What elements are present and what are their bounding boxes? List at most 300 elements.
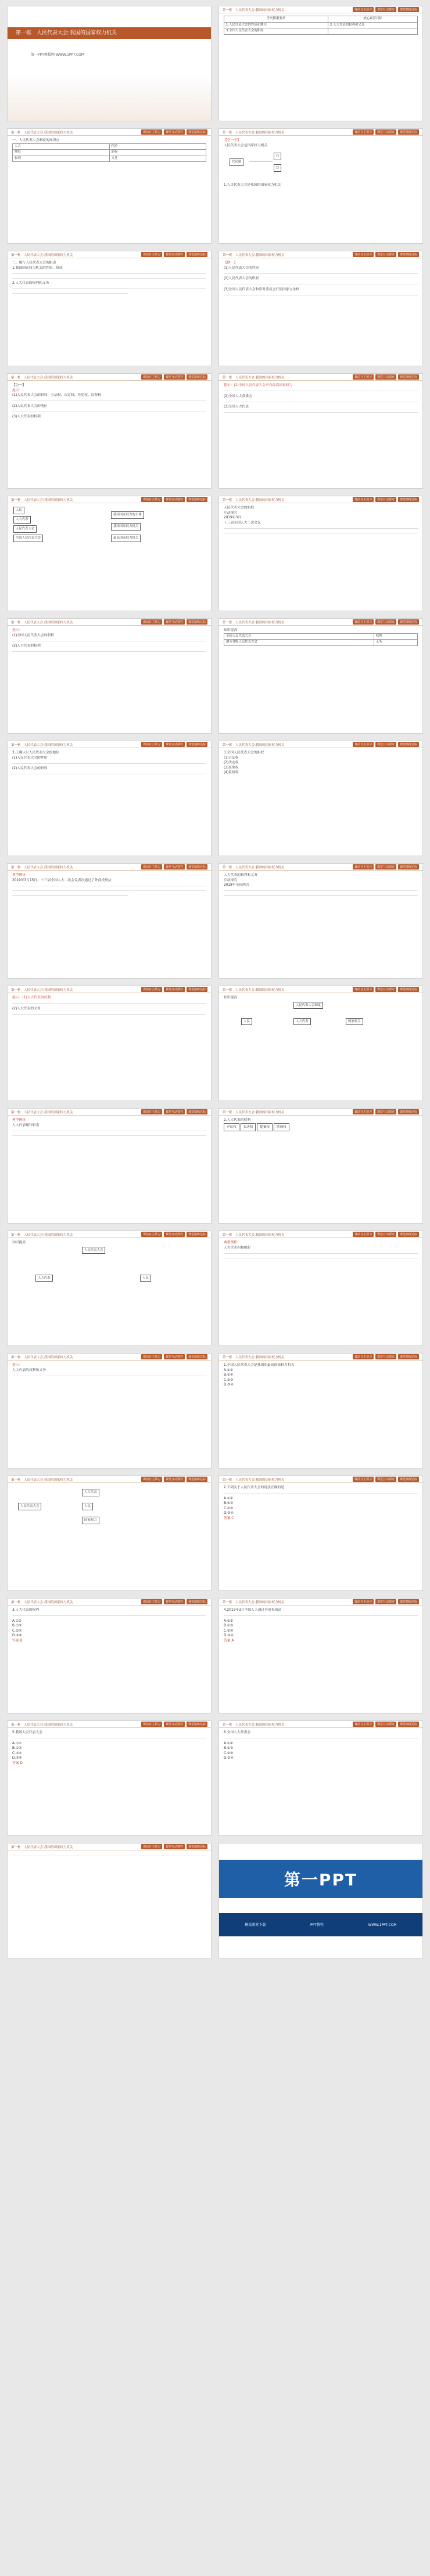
table-header: 核心素养目标	[328, 16, 418, 23]
slide-header	[219, 1109, 422, 1116]
lesson-label: 第一框 人民代表大会:我国的国家权力机关	[11, 1478, 73, 1482]
slide-header	[219, 6, 422, 13]
nav-practice[interactable]: 课堂演练达标	[398, 497, 419, 502]
list-item: (4)监督权	[224, 771, 239, 775]
lesson-label: 第一框 人民代表大会:我国的国家权力机关	[11, 865, 73, 870]
lesson-label: 第一框 人民代表大会:我国的国家权力机关	[223, 620, 285, 625]
nav-preview[interactable]: 课前自主预习	[353, 742, 374, 747]
rights-box: 表决权	[241, 1123, 256, 1132]
flow-diagram	[224, 148, 418, 183]
body-text: 人大代表履行职责	[12, 1123, 40, 1127]
diagram-node: □	[274, 153, 281, 160]
diagram-node: 人大代表	[35, 1275, 53, 1282]
nav-preview[interactable]: 课前自主预习	[141, 864, 162, 870]
diagram-node: 人民	[140, 1275, 151, 1282]
nav-preview[interactable]: 课前自主预习	[353, 864, 374, 870]
nav-practice[interactable]: 课堂演练达标	[398, 252, 419, 257]
text-line	[12, 884, 206, 887]
diagram-node: 人民代表大会制度	[293, 1002, 323, 1009]
nav-explore[interactable]: 课堂互动探究	[164, 1477, 185, 1482]
nav-explore[interactable]: 课堂互动探究	[375, 1232, 396, 1237]
nav-practice[interactable]: 课堂演练达标	[398, 1477, 419, 1482]
diagram-node: 人民	[82, 1503, 93, 1510]
nav-preview[interactable]: 课前自主预习	[353, 252, 374, 257]
nav-explore[interactable]: 课堂互动探究	[164, 1232, 185, 1237]
lesson-label: 第一框 人民代表大会:我国的国家权力机关	[11, 1110, 73, 1114]
nav-explore[interactable]: 课堂互动探究	[164, 252, 185, 257]
body-text: (3)全国人民代表大会和常务委员会行使国家立法权	[224, 287, 299, 291]
option-a[interactable]: A.①②	[224, 1741, 234, 1745]
body-text: (3)全国人大代表	[224, 405, 249, 409]
slide-14[interactable]	[218, 741, 423, 856]
nav-practice[interactable]: 课堂演练达标	[398, 987, 419, 992]
nav-explore[interactable]: 课堂互动探究	[375, 619, 396, 625]
text-line	[224, 889, 418, 893]
nav-preview[interactable]: 课前自主预习	[141, 374, 162, 380]
lesson-label: 第一框 人民代表大会:我国的国家权力机关	[11, 253, 73, 257]
option-a[interactable]: A.①②	[224, 1368, 234, 1372]
option-c[interactable]: C.②④	[12, 1751, 22, 1755]
section-heading: 一、人民代表大会制度的知识点	[12, 139, 60, 142]
table-cell: 职权	[109, 150, 206, 156]
nav-explore[interactable]: 课堂互动探究	[164, 619, 185, 625]
option-b[interactable]: B.①③	[12, 1747, 22, 1751]
nav-preview[interactable]: 课前自主预习	[141, 1109, 162, 1114]
nav-preview[interactable]: 课前自主预习	[353, 1722, 374, 1727]
section-heading: 二、履行人民代表大会的职责	[12, 261, 56, 265]
nav-preview[interactable]: 课前自主预习	[141, 1354, 162, 1359]
nav-practice[interactable]: 课堂演练达标	[398, 619, 419, 625]
nav-preview[interactable]: 课前自主预习	[141, 1599, 162, 1604]
table-cell: 性质	[109, 143, 206, 150]
slide-header	[8, 864, 211, 871]
answer-label: 答案 C	[224, 1516, 234, 1520]
option-a[interactable]: A.①②	[224, 1619, 234, 1623]
nav-explore[interactable]: 课堂互动探究	[375, 1722, 396, 1727]
nav-explore[interactable]: 课堂互动探究	[164, 1109, 185, 1114]
section-heading: 典型例析	[224, 1241, 238, 1244]
slide-22[interactable]	[218, 1231, 423, 1346]
lesson-label: 第一框 人民代表大会:我国的国家权力机关	[11, 1355, 73, 1359]
nav-preview[interactable]: 课前自主预习	[353, 129, 374, 135]
list-item: (1)立法权	[224, 756, 239, 760]
table-cell	[328, 28, 418, 35]
slide-10[interactable]	[218, 496, 423, 611]
lesson-label: 第一框 人民代表大会:我国的国家权力机关	[11, 1600, 73, 1604]
nav-explore[interactable]: 课堂互动探究	[164, 864, 185, 870]
body-text: (1)人民代表大会的性质	[12, 756, 48, 760]
lesson-label: 第一框 人民代表大会:我国的国家权力机关	[11, 131, 73, 135]
body-text: 人大代表积极履职	[224, 1246, 251, 1250]
nav-practice[interactable]: 课堂演练达标	[187, 1109, 207, 1114]
slide-23[interactable]	[7, 1353, 212, 1469]
body-text: 2.人大代表的权利和义务	[12, 282, 49, 286]
option-a[interactable]: A.①②	[12, 1619, 22, 1623]
text-line	[12, 276, 206, 280]
footer-item[interactable]: WWW.1PPT.COM	[368, 1922, 397, 1927]
nav-explore[interactable]: 课堂互动探究	[164, 129, 185, 135]
slide-29[interactable]	[7, 1720, 212, 1836]
slide-header	[219, 986, 422, 993]
option-b[interactable]: B.①③	[12, 1624, 22, 1628]
body-text: 1.我国国家权力机关的性质、组成	[12, 266, 63, 270]
nav-explore[interactable]: 课堂互动探究	[164, 1844, 185, 1849]
section-heading: 【学一学】	[224, 139, 241, 142]
slide-26[interactable]	[218, 1475, 423, 1591]
rights-box: 提案权	[257, 1123, 273, 1132]
option-a[interactable]: A.①②	[12, 1741, 22, 1745]
footer-item[interactable]: PPT教程	[310, 1922, 324, 1927]
section-heading: 【公一】	[12, 384, 26, 387]
table-cell: 权利	[13, 156, 110, 162]
text-line	[224, 293, 418, 297]
question-text: 3.人大代表的权利	[12, 1608, 40, 1612]
nav-preview[interactable]: 课前自主预习	[353, 497, 374, 502]
hint-label: 提示：	[12, 629, 23, 632]
nav-explore[interactable]: 课堂互动探究	[375, 864, 396, 870]
text-line	[224, 1614, 418, 1618]
option-c[interactable]: C.②③	[224, 1378, 234, 1382]
nav-practice[interactable]: 课堂演练达标	[398, 7, 419, 12]
nav-explore[interactable]: 课堂互动探究	[164, 1354, 185, 1359]
slide-header	[219, 496, 422, 503]
nav-preview[interactable]: 课前自主预习	[353, 987, 374, 992]
body-text: (2)全国人大常委会	[224, 394, 252, 398]
nav-practice[interactable]: 课堂演练达标	[398, 742, 419, 747]
slide-header	[8, 1599, 211, 1606]
option-b[interactable]: B.①③	[224, 1747, 234, 1751]
nav-explore[interactable]: 课堂互动探究	[375, 7, 396, 12]
option-d[interactable]: D.③④	[224, 1511, 234, 1516]
slide-header	[8, 1721, 211, 1728]
slide-19[interactable]	[7, 1108, 212, 1224]
slide-8[interactable]	[218, 373, 423, 489]
slide-header	[8, 496, 211, 503]
section-heading: 典型例析	[12, 1119, 26, 1122]
nav-practice[interactable]: 课堂演练达标	[187, 129, 207, 135]
nav-practice[interactable]: 课堂演练达标	[187, 987, 207, 992]
option-b[interactable]: B.①③	[224, 1624, 234, 1628]
nav-practice[interactable]: 课堂演练达标	[398, 1354, 419, 1359]
diagram-node: 国家权力	[82, 1517, 99, 1524]
nav-practice[interactable]: 课堂演练达标	[398, 1109, 419, 1114]
body-text: (1)全国人民代表大会的职权	[12, 633, 54, 637]
slide-18[interactable]	[218, 986, 423, 1101]
slide-3[interactable]	[7, 128, 212, 244]
option-c[interactable]: C.②④	[224, 1506, 234, 1510]
body-text: (1)人民代表大会的性质	[224, 266, 259, 270]
nav-preview[interactable]: 课前自主预习	[353, 619, 374, 625]
slide-7[interactable]	[7, 373, 212, 489]
nav-preview[interactable]: 课前自主预习	[141, 497, 162, 502]
text-line	[224, 1251, 418, 1255]
slide-header	[8, 619, 211, 626]
nav-preview[interactable]: 课前自主预习	[141, 1844, 162, 1849]
body-text: (2)人大代表的权利	[12, 644, 41, 648]
nav-preview[interactable]: 课前自主预习	[141, 1232, 162, 1237]
nav-explore[interactable]: 课堂互动探究	[164, 742, 185, 747]
nav-preview[interactable]: 课前自主预习	[353, 1232, 374, 1237]
body-text: (2)人民代表大会的职权	[224, 277, 259, 281]
subheading: 互动探究	[224, 511, 238, 515]
nav-explore[interactable]: 课堂互动探究	[375, 252, 396, 257]
nav-preview[interactable]: 课前自主预习	[353, 1477, 374, 1482]
text-line	[224, 526, 418, 530]
slide-end-logo[interactable]	[218, 1843, 423, 1958]
option-c[interactable]: C.②④	[224, 1629, 234, 1633]
text-line	[224, 272, 418, 275]
section-heading: 知识提高	[224, 629, 238, 632]
nav-preview[interactable]: 课前自主预习	[141, 619, 162, 625]
nav-practice[interactable]: 课堂演练达标	[187, 1232, 207, 1237]
nav-explore[interactable]: 课堂互动探究	[164, 1599, 185, 1604]
nav-practice[interactable]: 课堂演练达标	[187, 1477, 207, 1482]
nav-explore[interactable]: 课堂互动探究	[164, 1722, 185, 1727]
lesson-label: 第一框 人民代表大会:我国的国家权力机关	[223, 865, 285, 870]
slide-28[interactable]	[218, 1598, 423, 1713]
nav-preview[interactable]: 课前自主预习	[141, 129, 162, 135]
option-d[interactable]: D.③④	[12, 1634, 22, 1638]
slide-2[interactable]	[218, 6, 423, 121]
slide-grid	[7, 6, 423, 1958]
slide-header	[8, 741, 211, 748]
nav-practice[interactable]: 课堂演练达标	[398, 864, 419, 870]
lesson-label: 第一框 人民代表大会:我国的国家权力机关	[11, 988, 73, 992]
rights-box: 质询权	[274, 1123, 289, 1132]
lesson-label: 第一框 人民代表大会:我国的国家权力机关	[223, 1723, 285, 1727]
slide-21[interactable]	[7, 1231, 212, 1346]
slide-16[interactable]	[218, 863, 423, 979]
body-text: 2018年全国两会	[224, 883, 249, 887]
slide-header	[8, 1354, 211, 1361]
hint-label: 提示：(1)人大代表的权利	[12, 996, 51, 1000]
nav-explore[interactable]: 课堂互动探究	[375, 1354, 396, 1359]
section-heading: 【例一】	[224, 261, 238, 265]
nav-preview[interactable]: 课前自主预习	[353, 374, 374, 380]
slide-4[interactable]	[218, 128, 423, 244]
body-text: (1)人民代表大会的职权：立法权、决定权、任免权、监督权	[12, 394, 102, 398]
slide-30[interactable]	[218, 1720, 423, 1836]
text-line	[12, 1002, 206, 1005]
nav-practice[interactable]: 课堂演练达标	[398, 1722, 419, 1727]
answer-label: 答案 A	[224, 1639, 234, 1643]
slide-13[interactable]	[7, 741, 212, 856]
footer-item[interactable]: 模板素材下载	[245, 1922, 266, 1927]
hint-label: 提示：(1)全国人民代表大会享有最高国家权力	[224, 384, 293, 387]
table-cell: 2.人大代表的权利和义务	[328, 22, 418, 28]
nav-preview[interactable]: 课前自主预习	[353, 1599, 374, 1604]
nav-practice[interactable]: 课堂演练达标	[398, 129, 419, 135]
nav-explore[interactable]: 课堂互动探究	[375, 129, 396, 135]
nav-practice[interactable]: 课堂演练达标	[398, 1232, 419, 1237]
option-d[interactable]: D.③④	[12, 1756, 22, 1760]
lesson-label: 第一框 人民代表大会:我国的国家权力机关	[223, 1110, 285, 1114]
nav-practice[interactable]: 课堂演练达标	[187, 252, 207, 257]
logo-footer	[219, 1913, 422, 1936]
slide-17[interactable]	[7, 986, 212, 1101]
table-cell: 义务	[374, 640, 417, 646]
option-b[interactable]: B.①③	[224, 1502, 234, 1506]
text-line	[224, 894, 418, 897]
table-cell: 地位	[13, 150, 110, 156]
text-line	[12, 1614, 206, 1618]
nav-preview[interactable]: 课前自主预习	[141, 987, 162, 992]
nav-practice[interactable]: 课堂演练达标	[187, 1722, 207, 1727]
list-item: (2)决定权	[224, 761, 239, 765]
nav-explore[interactable]: 课堂互动探究	[164, 987, 185, 992]
body-text: 1.人民代表大会是我国的国家权力机关	[224, 183, 281, 187]
diagram-node: □	[274, 164, 281, 172]
nav-explore[interactable]: 课堂互动探究	[375, 987, 396, 992]
section-heading: 人民代表大会的职权	[224, 506, 255, 510]
text-line	[12, 1012, 206, 1016]
nav-practice[interactable]: 课堂演练达标	[187, 742, 207, 747]
nav-practice[interactable]: 课堂演练达标	[187, 1354, 207, 1359]
nav-preview[interactable]: 课前自主预习	[353, 1109, 374, 1114]
lesson-label: 第一框 人民代表大会:我国的国家权力机关	[11, 498, 73, 502]
lesson-label: 第一框 人民代表大会:我国的国家权力机关	[11, 376, 73, 380]
slide-header	[219, 374, 422, 381]
option-d[interactable]: D.③④	[224, 1756, 234, 1760]
nav-explore[interactable]: 课堂互动探究	[375, 1477, 396, 1482]
option-b[interactable]: B.①④	[224, 1373, 234, 1377]
hint-label: 提示：	[12, 388, 23, 392]
slide-24[interactable]	[218, 1353, 423, 1469]
nav-preview[interactable]: 课前自主预习	[141, 742, 162, 747]
text-line	[12, 893, 128, 897]
nav-explore[interactable]: 课堂互动探究	[375, 497, 396, 502]
table-cell: 3.全国人民代表大会的职权	[224, 28, 328, 35]
nav-explore[interactable]: 课堂互动探究	[375, 1109, 396, 1114]
slide-header	[219, 1599, 422, 1606]
slide-title[interactable]	[7, 6, 212, 121]
nav-explore[interactable]: 课堂互动探究	[164, 497, 185, 502]
option-a[interactable]: A.①②	[224, 1496, 234, 1500]
text-line	[12, 292, 128, 295]
slide-header	[219, 1231, 422, 1238]
lesson-label: 第一框 人民代表大会:我国的国家权力机关	[223, 8, 285, 12]
nav-practice[interactable]: 课堂演练达标	[187, 1844, 207, 1849]
slide-header	[8, 986, 211, 993]
table-cell: 人大	[13, 143, 110, 150]
slide-header	[219, 129, 422, 136]
nav-practice[interactable]: 课堂演练达标	[398, 374, 419, 380]
nav-practice[interactable]: 课堂演练达标	[187, 497, 207, 502]
lesson-label: 第一框 人民代表大会:我国的国家权力机关	[11, 620, 73, 625]
slide-11[interactable]	[7, 618, 212, 734]
text-line	[12, 399, 206, 403]
nav-explore[interactable]: 课堂互动探究	[375, 1599, 396, 1604]
text-line	[12, 1129, 206, 1132]
text-line	[12, 1737, 206, 1740]
option-c[interactable]: C.②④	[12, 1629, 22, 1633]
lesson-label: 第一框 人民代表大会:我国的国家权力机关	[223, 743, 285, 747]
nav-practice[interactable]: 课堂演练达标	[187, 619, 207, 625]
slide-header	[8, 1476, 211, 1483]
text-line	[12, 1134, 206, 1137]
body-text: (2)人大代表的义务	[12, 1006, 41, 1011]
nav-explore[interactable]: 课堂互动探究	[375, 374, 396, 380]
lesson-label: 第一框 人民代表大会:我国的国家权力机关	[223, 498, 285, 502]
slide-20[interactable]	[218, 1108, 423, 1224]
slide-31[interactable]	[7, 1843, 212, 1958]
body-text: (2)人民代表大会的地位	[12, 404, 48, 408]
slide-6[interactable]	[218, 251, 423, 366]
nav-preview[interactable]: 课前自主预习	[353, 1354, 374, 1359]
question-text: 5.我国人民代表大会	[12, 1731, 42, 1734]
nav-preview[interactable]: 课前自主预习	[141, 1722, 162, 1727]
title-band: 第一框 人民代表大会:我国的国家权力机关	[8, 27, 211, 39]
diagram-node: 人民代表大会	[13, 525, 37, 533]
body-text: 人大代表的权利和义务	[12, 1368, 46, 1372]
goals-table	[224, 16, 418, 35]
text-line	[12, 773, 206, 776]
nav-explore[interactable]: 课堂互动探究	[375, 742, 396, 747]
slide-27[interactable]	[7, 1598, 212, 1713]
nav-preview[interactable]: 课前自主预习	[141, 1477, 162, 1482]
lesson-label: 第一框 人民代表大会:我国的国家权力机关	[223, 376, 285, 380]
slide-5[interactable]	[7, 251, 212, 366]
section-heading: 2.人大代表的权利	[224, 1119, 251, 1122]
section-heading: 知识提高	[224, 996, 238, 1000]
lesson-label: 第一框 人民代表大会:我国的国家权力机关	[223, 1478, 285, 1482]
diagram-node: 人大代表	[293, 1018, 311, 1026]
diagram-node: 人大代表	[82, 1489, 99, 1496]
slide-25[interactable]	[7, 1475, 212, 1591]
knowledge-table	[12, 143, 206, 163]
slide-header	[219, 619, 422, 626]
section-heading: 3.全国人民代表大会的职权	[224, 751, 264, 755]
slide-12[interactable]	[218, 618, 423, 734]
slide-header	[219, 864, 422, 871]
diagram-node: 人民代表大会	[18, 1503, 41, 1510]
subheading: 互动探究	[224, 878, 238, 882]
text-line	[12, 1854, 206, 1857]
table-header: 学史积累要求	[224, 16, 328, 23]
text-line	[12, 639, 206, 643]
nav-practice[interactable]: 课堂演练达标	[187, 864, 207, 870]
lesson-label: 第一框 人民代表大会:我国的国家权力机关	[11, 743, 73, 747]
nav-practice[interactable]: 课堂演练达标	[187, 1599, 207, 1604]
text-line	[12, 1374, 206, 1377]
rights-box: 审议权	[224, 1123, 239, 1132]
text-line	[224, 411, 418, 414]
slide-header	[219, 741, 422, 748]
section-heading: 知识提高	[12, 1241, 26, 1244]
nav-practice[interactable]: 课堂演练达标	[398, 1599, 419, 1604]
text-line	[224, 400, 418, 403]
nav-practice[interactable]: 课堂演练达标	[187, 374, 207, 380]
slide-header	[8, 374, 211, 381]
text-line	[224, 389, 418, 393]
text-line	[12, 889, 206, 892]
slide-15[interactable]	[7, 863, 212, 979]
body-text: 人民代表大会是国家权力机关	[224, 143, 268, 147]
text-line	[224, 1492, 418, 1495]
option-d[interactable]: D.③④	[224, 1383, 234, 1387]
diagram-node: 最高国家权力机关	[111, 535, 141, 542]
nav-explore[interactable]: 课堂互动探究	[164, 374, 185, 380]
diagram-node: 全国人民代表大会	[13, 535, 43, 542]
option-d[interactable]: D.③④	[224, 1634, 234, 1638]
nav-preview[interactable]: 课前自主预习	[353, 7, 374, 12]
nav-preview[interactable]: 课前自主预习	[141, 252, 162, 257]
slide-header	[8, 251, 211, 258]
concept-diagram	[12, 1485, 206, 1532]
option-c[interactable]: C.②④	[224, 1751, 234, 1755]
slide-9[interactable]	[7, 496, 212, 611]
brand-logo: 第一PPT	[284, 1870, 358, 1889]
